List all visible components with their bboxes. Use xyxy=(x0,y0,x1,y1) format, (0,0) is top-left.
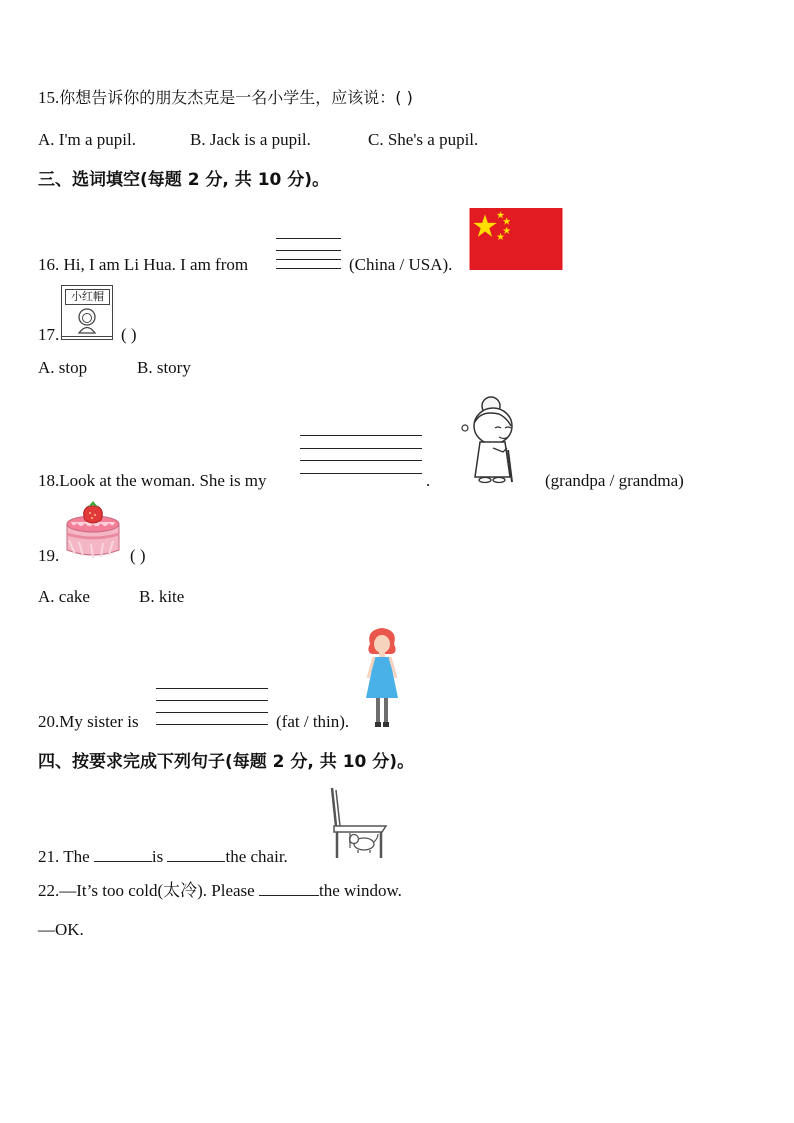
q20-answer-line-4 xyxy=(156,724,268,725)
q15-option-c: C. She's a pupil. xyxy=(368,130,479,149)
q21-part-3: the chair. xyxy=(225,847,288,866)
q16-text-before: 16. Hi, I am Li Hua. I am from xyxy=(38,255,249,274)
q18-answer-line-1 xyxy=(300,435,422,436)
q18-text-before: 18.Look at the woman. She is my xyxy=(38,471,267,490)
section3-title: 三、选词填空(每题 2 分, 共 10 分)。 xyxy=(38,170,330,190)
q16-answer-line-3 xyxy=(276,259,341,260)
q15-stem xyxy=(38,88,413,108)
q15-number: 15. xyxy=(38,88,60,107)
storybook-icon xyxy=(61,285,113,340)
q22-answer: —OK. xyxy=(38,920,84,939)
q17-option-b: B. story xyxy=(137,358,191,377)
q17-option-a: A. stop xyxy=(38,358,88,377)
q17-paren: ( ) xyxy=(121,325,137,344)
q19-option-b: B. kite xyxy=(139,587,185,606)
q20-answer-line-3 xyxy=(156,712,268,713)
q15-text: 你想告诉你的朋友杰克是一名小学生，应该说：( ) xyxy=(59,88,413,107)
q22-part-2: the window. xyxy=(318,881,402,900)
q20-answer-line-2 xyxy=(156,700,268,701)
girl-icon xyxy=(360,626,404,730)
q16-answer-line-4 xyxy=(276,268,341,269)
q17-number: 17. xyxy=(38,325,60,344)
section4-title: 四、按要求完成下列句子(每题 2 分, 共 10 分)。 xyxy=(38,752,415,772)
q16-answer-line-1 xyxy=(276,238,341,239)
q15-option-b: B. Jack is a pupil. xyxy=(190,130,311,149)
q20-text-before: 20.My sister is xyxy=(38,712,139,731)
q22-part-1: 22.—It’s too cold(太冷). Please xyxy=(38,881,259,900)
q19-paren: ( ) xyxy=(130,546,146,565)
chair-dog-icon xyxy=(326,786,390,860)
q18-answer-line-3 xyxy=(300,460,422,461)
q22-sentence xyxy=(38,879,402,901)
q16-choices: (China / USA). xyxy=(349,255,453,274)
q18-period: . xyxy=(426,471,431,490)
red-riding-hood-icon xyxy=(72,306,102,336)
q18-choices: (grandpa / grandma) xyxy=(545,471,684,490)
q18-answer-line-2 xyxy=(300,448,422,449)
q19-option-a: A. cake xyxy=(38,587,90,606)
q20-choices: (fat / thin). xyxy=(276,712,350,731)
q21-blank-1[interactable] xyxy=(94,845,152,862)
q19-number: 19. xyxy=(38,546,60,565)
q21-blank-2[interactable] xyxy=(167,845,225,862)
q15-option-a: A. I'm a pupil. xyxy=(38,130,136,149)
cake-icon xyxy=(61,498,125,560)
q21-number: 21. xyxy=(38,847,64,866)
q18-answer-line-4 xyxy=(300,473,422,474)
q16-answer-line-2 xyxy=(276,250,341,251)
q21-sentence xyxy=(38,845,288,867)
q22-blank[interactable] xyxy=(259,879,319,896)
storybook-title: 小红帽 xyxy=(65,289,110,305)
q20-answer-line-1 xyxy=(156,688,268,689)
grandma-icon xyxy=(455,392,530,484)
q21-part-1: The xyxy=(63,847,94,866)
china-flag-icon xyxy=(469,208,563,270)
q21-part-2: is xyxy=(151,847,168,866)
